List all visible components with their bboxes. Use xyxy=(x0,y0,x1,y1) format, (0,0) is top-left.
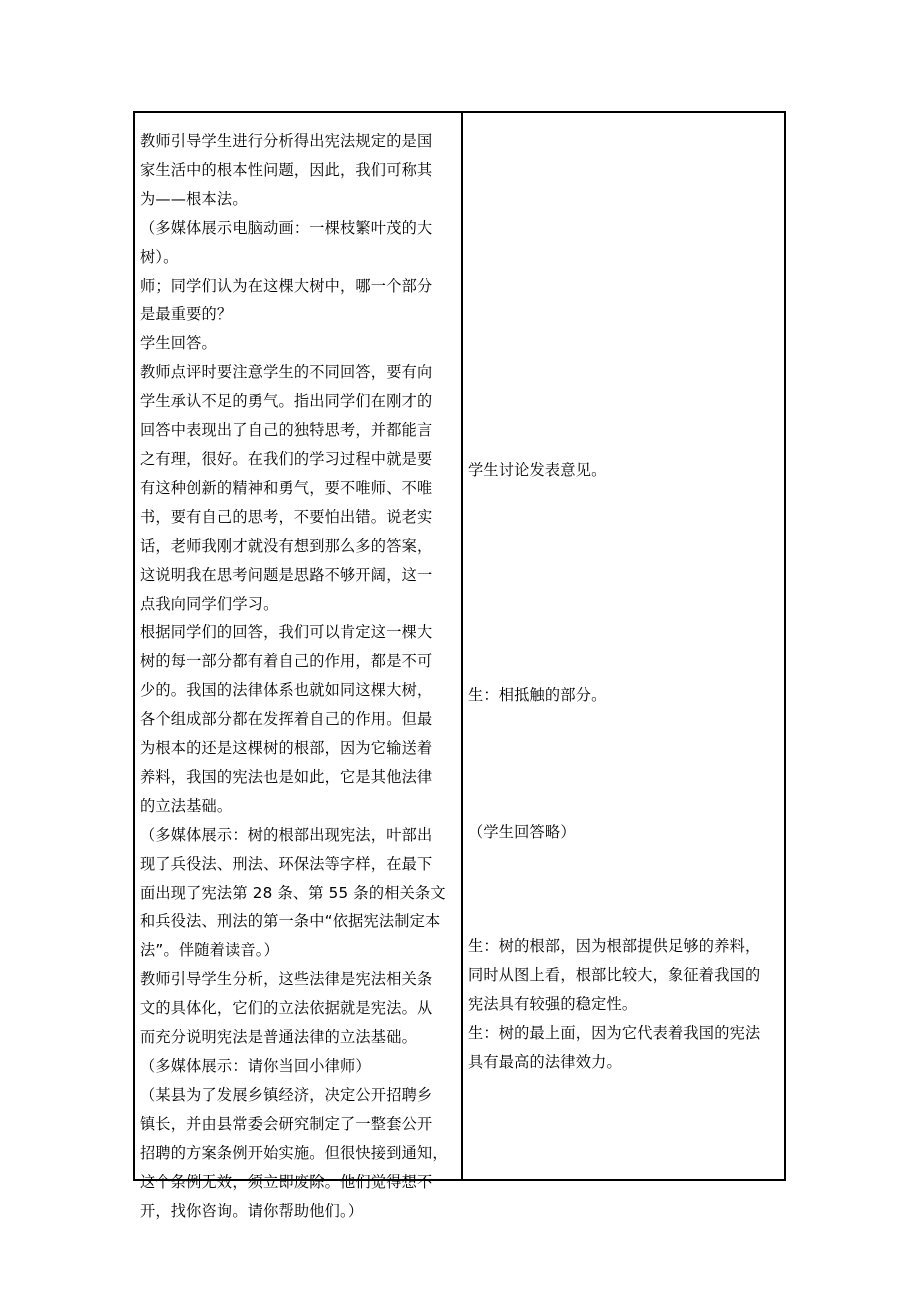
discussion-note xyxy=(468,456,782,485)
text-line: （多媒体展示电脑动画：一棵枝繁叶茂的大 xyxy=(140,218,433,237)
text-line: 这个条例无效，须立即废除。他们觉得想不 xyxy=(140,1172,433,1191)
text-line: 而充分说明宪法是普通法律的立法基础。 xyxy=(140,1028,417,1047)
text-line: 宪法具有较强的稳定性。 xyxy=(468,994,638,1013)
text-line: 面出现了宪法第 28 条、第 55 条的相关条文 xyxy=(140,883,446,902)
text-line: （学生回答略） xyxy=(468,823,576,841)
text-line: 教师点评时要注意学生的不同回答，要有向 xyxy=(140,363,433,382)
text-line: 是最重要的？ xyxy=(140,305,233,324)
text-line: 教师引导学生分析，这些法律是宪法相关条 xyxy=(140,970,433,989)
text-line: 点我向同学们学习。 xyxy=(140,594,279,613)
text-line: 之有理，很好。在我们的学习过程中就是要 xyxy=(140,449,433,468)
text-line: 树的每一部分都有着自己的作用，都是不可 xyxy=(140,652,433,671)
text-line: 文的具体化，它们的立法依据就是宪法。从 xyxy=(140,999,433,1018)
text-line: 这说明我在思考问题是思路不够开阔，这一 xyxy=(140,565,433,584)
text-line: 镇长，并由县常委会研究制定了一整套公开 xyxy=(140,1114,433,1133)
text-line: 各个组成部分都在发挥着自己的作用。但最 xyxy=(140,710,433,729)
student-activity-cell xyxy=(468,113,782,1179)
text-line: 具有最高的法律效力。 xyxy=(468,1052,622,1071)
omitted-answer xyxy=(468,818,782,847)
text-line: 法”。伴随着读音。） xyxy=(140,941,279,960)
text-line: 为根本的还是这棵树的根部，因为它输送着 xyxy=(140,739,433,758)
text-line: 招聘的方案条例开始实施。但很快接到通知， xyxy=(140,1143,448,1162)
text-line: 学生讨论发表意见。 xyxy=(468,461,607,479)
text-line: 话，老师我刚才就没有想到那么多的答案， xyxy=(140,536,433,555)
text-line: 开，找你咨询。请你帮助他们。） xyxy=(140,1201,364,1220)
top-answer xyxy=(468,1019,782,1077)
text-line: 书，要有自己的思考，不要怕出错。说老实 xyxy=(140,507,433,526)
text-line: （某县为了发展乡镇经济，决定公开招聘乡 xyxy=(140,1085,433,1104)
text-line: 回答中表现出了自己的独特思考，并都能言 xyxy=(140,421,433,440)
text-line: 学生承认不足的勇气。指出同学们在刚才的 xyxy=(140,392,433,411)
text-line: 的立法基础。 xyxy=(140,796,233,815)
text-line: 生：树的最上面，因为它代表着我国的宪法 xyxy=(468,1024,761,1042)
text-line: （多媒体展示：请你当回小律师） xyxy=(140,1057,371,1075)
text-line: 生：树的根部，因为根部提供足够的养料， xyxy=(468,937,761,955)
contact-answer xyxy=(468,681,782,710)
column-divider xyxy=(461,113,463,1179)
text-line: 学生回答。 xyxy=(140,334,217,353)
text-line: 家生活中的根本性问题，因此，我们可称其 xyxy=(140,160,433,179)
text-line: 同时从图上看，根部比较大，象征着我国的 xyxy=(468,965,761,984)
text-line: 根据同学们的回答，我们可以肯定这一棵大 xyxy=(140,623,433,642)
text-line: 养料，我国的宪法也是如此，它是其他法律 xyxy=(140,767,433,786)
root-answer xyxy=(468,932,782,1019)
text-line: 生：相抵触的部分。 xyxy=(468,686,607,704)
text-line: 和兵役法、刑法的第一条中“依据宪法制定本 xyxy=(140,912,441,931)
text-line: 树）。 xyxy=(140,247,179,266)
teacher-activity-cell xyxy=(140,127,456,1225)
text-line: 师；同学们认为在这棵大树中，哪一个部分 xyxy=(140,276,433,295)
text-line: 现了兵役法、刑法、环保法等字样，在最下 xyxy=(140,854,433,873)
text-line: 为——根本法。 xyxy=(140,189,248,208)
lesson-table xyxy=(133,111,786,1220)
text-line: 少的。我国的法律体系也就如同这棵大树， xyxy=(140,681,433,700)
text-line: （多媒体展示：树的根部出现宪法，叶部出 xyxy=(140,825,433,844)
text-line: 有这种创新的精神和勇气，要不唯师、不唯 xyxy=(140,478,433,497)
text-line: 教师引导学生进行分析得出宪法规定的是国 xyxy=(140,132,433,150)
